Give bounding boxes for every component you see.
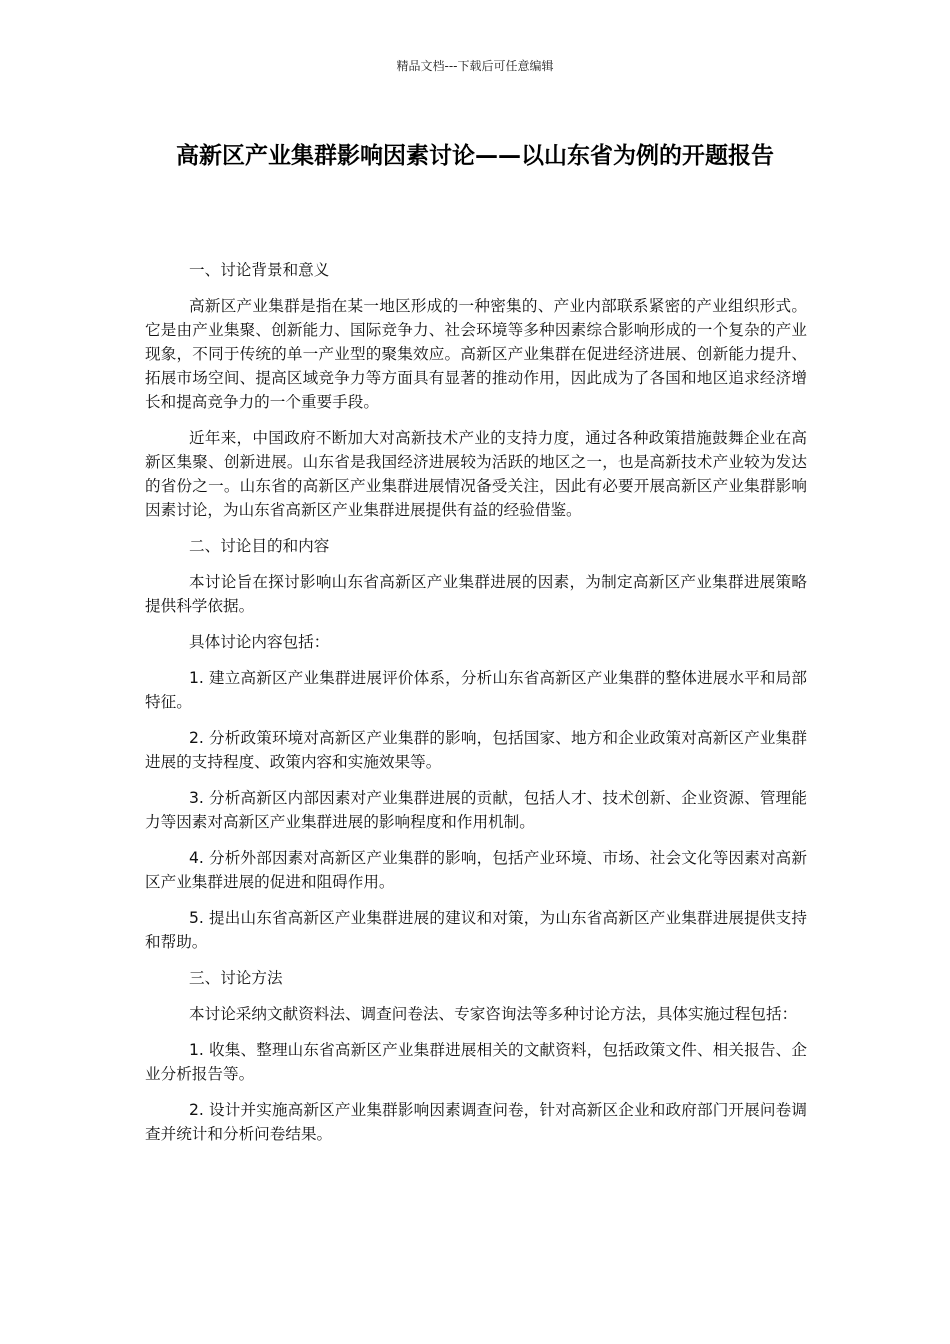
list-item-method-2: 2. 设计并实施高新区产业集群影响因素调查问卷，针对高新区企业和政府部门开展问卷调查并统计和分析问卷结果。 (145, 1101, 807, 1143)
section-heading-background: 一、讨论背景和意义 (189, 261, 330, 279)
list-item-content-1: 1. 建立高新区产业集群进展评价体系，分析山东省高新区产业集群的整体进展水平和局部特征。 (145, 669, 807, 711)
paragraph-cluster-definition: 高新区产业集群是指在某一地区形成的一种密集的、产业内部联系紧密的产业组织形式。它是由产业集聚、创新能力、国际竞争力、社会环境等多种因素综合影响形成的一个复杂的产业现象，不同于传统的单一产业型的聚集效应。高新区产业集群在促进经济进展、创新能力提升、拓展市场空间、提高区域竞争力等方面具有显著的推动作用，因此成为了各国和地区追求经济增长和提高竞争力的一个重要手段。 (145, 297, 807, 411)
document-title: 高新区产业集群影响因素讨论——以山东省为例的开题报告 (176, 143, 774, 169)
section-heading-methods: 三、讨论方法 (189, 969, 283, 987)
section-heading-purpose: 二、讨论目的和内容 (189, 537, 330, 555)
paragraph-content-intro: 具体讨论内容包括： (189, 633, 330, 651)
document-body (145, 258, 807, 1158)
list-item-content-5: 5. 提出山东省高新区产业集群进展的建议和对策，为山东省高新区产业集群进展提供支持和帮助。 (145, 909, 807, 951)
page-header: 精品文档---下载后可任意编辑 (396, 59, 554, 73)
paragraph-policy-context: 近年来，中国政府不断加大对高新技术产业的支持力度，通过各种政策措施鼓舞企业在高新区集聚、创新进展。山东省是我国经济进展较为活跃的地区之一，也是高新技术产业较为发达的省份之一。山东省的高新区产业集群进展情况备受关注，因此有必要开展高新区产业集群影响因素讨论，为山东省高新区产业集群进展提供有益的经验借鉴。 (145, 429, 807, 519)
list-item-content-3: 3. 分析高新区内部因素对产业集群进展的贡献，包括人才、技术创新、企业资源、管理能力等因素对高新区产业集群进展的影响程度和作用机制。 (145, 789, 807, 831)
list-item-method-1: 1. 收集、整理山东省高新区产业集群进展相关的文献资料，包括政策文件、相关报告、企业分析报告等。 (145, 1041, 807, 1083)
list-item-content-4: 4. 分析外部因素对高新区产业集群的影响，包括产业环境、市场、社会文化等因素对高新区产业集群进展的促进和阻碍作用。 (145, 849, 807, 891)
list-item-content-2: 2. 分析政策环境对高新区产业集群的影响，包括国家、地方和企业政策对高新区产业集群进展的支持程度、政策内容和实施效果等。 (145, 729, 807, 771)
paragraph-purpose: 本讨论旨在探讨影响山东省高新区产业集群进展的因素，为制定高新区产业集群进展策略提供科学依据。 (145, 573, 807, 615)
paragraph-methods-intro: 本讨论采纳文献资料法、调查问卷法、专家咨询法等多种讨论方法，具体实施过程包括： (189, 1005, 798, 1023)
